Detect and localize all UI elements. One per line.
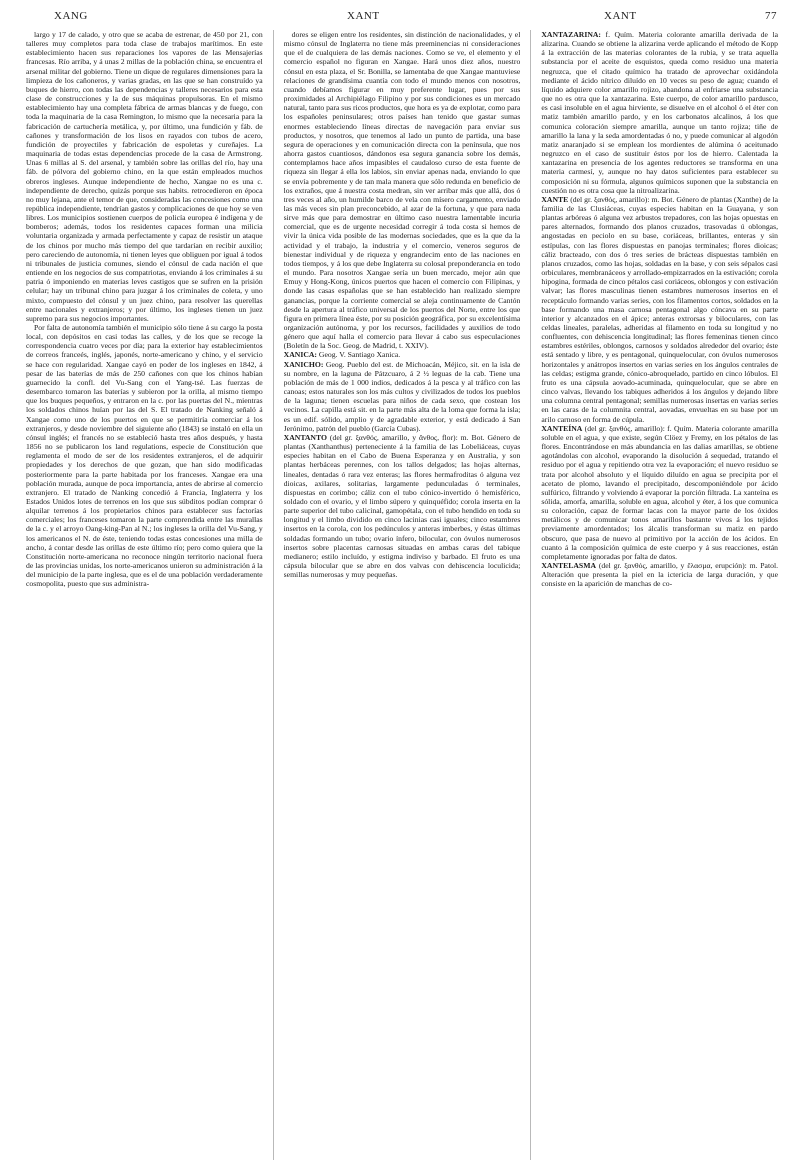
dictionary-entry: [284, 433, 521, 580]
column-right: [541, 30, 778, 1160]
page-number: 77: [765, 10, 777, 22]
dictionary-entry: [284, 360, 521, 433]
entry-definition: Geog. V. Santiago Xanica.: [316, 350, 401, 360]
column-left: [26, 30, 263, 1160]
entry-headword: XANTE: [541, 194, 569, 204]
entry-definition: (del gr. ξανθός, amarillo): m. Bot. Género de plantas (Xanthe) de la familia de las Clusiáceas, cuyas especies habitan en la Guayana, y son plantas arbóreas ó alguna vez arbustos trepadores, con las hojas opuestas en pares alternados, formando dos planos cruzados, trasovadas ú oblongas, angostadas en peciolo en su base, coriáceas, brillantes, enteras y sin estípulas, con las flores dispuestas en panojas terminales; flores dioicas; cáliz bracteado, con dos ó tres series de brácteas dispuestas también en planos cruzados, como las hojas, soldadas en la base, y con seis sépalos casi orbiculares, membranáceos y arrollado-empizarrados en la estivación; corola hipogina, formada de cinco pétalos casi coriáceos, oblongos y con estivación valvar; las flores masculinas tienen estambres numerosos insertos en el receptáculo formando varias series, con los filamentos cortos, soldados en la base formando una masa carnosa pentagonal algo cóncava en su parte interior y alcanzados en el ápice; anteras extrorsas y biloculares, con las celdas lineales, paralelas, adheridas al filamento en toda su longitud y no confluentes, con dehiscencia longitudinal; las flores femeninas tienen cinco estambres estériles, oblongos, carnosos y soldados alrededor del ovario; éste está sentado y libre, y es pentagonal, quinquelocular, con óvulos numerosos horizontales y anátropos insertos en varias series en los ángulos centrales de las celdas; estigma grande, cónico-abroquelado, partido en cinco lóbulos. El fruto es una cápsula aovado-acuminada, quinquelocular, que se abre en cinco valvas, llevando los tabiques adheridos á los ángulos y dejando libre una columna central pentagonal; semillas numerosas insertas en varias series en las caras de la columnita central, aovadas, envueltas en su base por un arilo carnoso en forma de cúpula.: [541, 194, 779, 424]
entry-headword: XANTEÍNA: [541, 423, 583, 433]
header-right-guideword: XANT: [604, 10, 637, 22]
dictionary-entry: [541, 424, 778, 561]
text-columns: [26, 30, 778, 1160]
body-paragraph: largo y 17 de calado, y otro que se acaba de estrenar, de 450 por 21, con talleres muy completos para toda clase de trabajos marítimos. En este establecimiento hacen sus reparaciones los vapores de las Mensajerías francesas. Río arriba, y á unas 2 millas de la población china, se encuentra el arsenal militar del gobierno. Tiene un dique de regulares dimensiones para la limpieza de los cañoneros, y varias gradas, en las que se han construído ya buques de hierro, con todas las dependencias y talleres necesarios para esta clase de construcciones y la de sus máquinas propulsoras. En el mismo establecimiento hay una completa fábrica de armas blancas y de fuego, con toda la maquinaria de la casa Remington, lo mismo que la necesaria para la fabricación de cartuchería metálica, y, por último, una fundición y fáb. de cañones y transformación de los lisos en rayados con tubos de acero, fundición de proyectiles y fabricación de espoletas y cureñajes. La maquinaria de todas estas dependencias procede de la casa de Armstrong. Unas 6 millas al S. del arsenal, y también sobre las orillas del río, hay una fáb. de pólvora del gobierno chino, en la que están empleados muchos obreros ingleses. Aunque independiente de hecho, Xangae no es una c. independiente de derecho, quizás porque sus habits. retrocedieron en época no muy lejana, ante el temor de que, consideradas las concesiones como una república independiente, tendrían gastos y complicaciones de que hoy se ven libres. Los municipios sostienen cuerpos de policía europea é indígena y de bomberos; además, todos los residentes capaces forman una milicia voluntaria organizada y armada perfectamente y capaz de resistir un ataque de los chinos por mucho más tiempo del que tardarían en recibir auxilio; pero careciendo de autonomía, ni tienen leyes que obliguen por igual á todos ni tribunales de justicia comunes, siendo el cónsul de cada nación el que entiende en los negocios de sus compatriotas, enviando á los criminales á su patria ó imponiendo en materias leves castigos que se sufren en la prisión celular; hay un tribunal chino para juzgar á los criminales de coleta, y uno mixto, compuesto del cónsul y un juez chino, para resolver las querellas entre nacionales y extranjeros; y por último, los ingleses tienen un juez supremo para sus negocios importantes.: [26, 30, 263, 323]
entry-definition: f. Quím. Materia colorante amarilla derivada de la alizarina. Cuando se obtiene la alizarina verde aplicando el método de Kopp á la extracción de las materias colorantes de la rubia, y se trata aquella substancia por el aceite de esquistos, queda como residuo una materia negruzca, que el citado químico ha tratado de aprovechar oxidándola mediante el ácido nítrico diluído en 10 veces su peso de agua; cuando el líquido adquiere color amarillo rojizo, abandona al enfriarse una substancia que no es otra que la xantazarina. Este cuerpo, de color amarillo pardusco, es casi insoluble en el agua hirviente, se disuelve en el alcohol ó el éter con matiz también amarillo pardo, y en los carbonatos alcalinos, á los que comunica coloración siempre amarilla, aunque un tanto rojiza; tiñe de amarillo la lana y la seda amordentadas ó no, y puede comunicar al algodón matiz anaranjado si se emplean los mordientes de alúmina ó aceitunado negruzco en el caso de sustituir éstos por los de hierro. Calentada la xantazarina en presencia de los agentes reductores se transforma en una materia carmesí, y, aunque no hay datos suficientes para establecer su composición ni su fórmula, algunos químicos suponen que la substancia en cuestión no es otra cosa que la nitroalizarina.: [541, 30, 779, 195]
column-divider: [530, 30, 531, 1160]
header-left-guideword: XANG: [54, 10, 88, 22]
column-middle: [284, 30, 521, 1160]
running-header: [24, 10, 777, 28]
dictionary-entry: [541, 561, 778, 588]
body-paragraph: Por falta de autonomía también el municipio sólo tiene á su cargo la posta local, con depósitos en casi todas las calles, y de los que se recoge la correspondencia cuatro veces por día; para la exterior hay establecimientos de correos franceés, inglés, japonés, norte-americano y chino, y el servicio se hace con regularidad. Xangae cayó en poder de los ingleses en 1842, á pesar de las baterías de más de 250 cañones con que los chinos habían guarnecido la confl. del Vu-Sang con el Yang-tsé. Las fuerzas de desembarco tomaron las baterías y subieron por la orilla, al mismo tiempo que los buques pequeños, y entraron en la c. por las puertas del N., mientras los soldados chinos huían por las del S. El tratado de Nanking señaló á Xangae como uno de los puertos en que se permitiría comerciar á los extranjeros, y desde noviembre del siguiente año (1843) se instaló en ella un cónsul inglés; el francés no se estableció hasta tres años después, y hasta 1856 no se publicaron los land regulations, especie de Constitución que reglamenta el modo de ser de los residentes extranjeros, el de adquirir propiedades y los derechos de que gozan, que han sido modificadas posteriormente para la parte habitada por los franceses. Xangae era una población murada, aunque de poca importancia, antes de abrirse al comercio extranjero. El tratado de Nanking concedió á Francia, Inglaterra y los Estados Unidos lotes de terrenos en los que sus súbditos podían comprar ó alquilar terrenos á los propietarios chinos para establecer sus factorías comerciales; los franceses tomaron la parte comprendida entre las murallas de la c. y el arroyo Oang-king-Pan al N.; los ingleses la orilla del Vu-Sang, y los americanos el N. de éste, teniendo todas estas concesiones una milla de ancho, á contar desde las orillas de este último río; pero como quiera que la Constitución norte-americana no reconoce ningún territorio nacional fuera de las provincias unidas, los norte-americanos unieron su administración á la del municipio de la parte inglesa, que es el de una población verdaderamente cosmopolita, puesto que sus administra-: [26, 323, 263, 589]
dictionary-entry: [541, 195, 778, 424]
column-divider: [273, 30, 274, 1160]
body-paragraph: dores se eligen entre los residentes, sin distinción de nacionalidades, y el mismo cónsul de Inglaterra no tiene más preeminencias ni consideraciones que el de cualquiera de las demás naciones. Como se ve, el elemento y el comercio español no figuran en Xangae. Hará unos diez años, nuestro cónsul en esta plaza, el Sr. Bonilla, se lamentaba de que Xangae mantuviese relaciones de grandísima cuantía con todo el mundo menos con nosotros, cuando debíamos figurar en muy preferente lugar, pues por sus proximidades al Archipiélago Filipino y por sus condiciones es un mercado natural, tanto para sus ricos productos, que hora es ya de explotar, como para los españoles peninsulares; otros países han tenido que gastar sumas enormes estableciendo líneas directas de navegación para enviar sus productos, y nosotros, que tenemos al lado un punto de partida, una base segura de operaciones y en comunicación directa con la península, que nos ahorra gastos cuantiosos, dándonos esa segura ganancia sobre los demás, contemplamos hace años impasibles el caudaloso curso de esta fuente de riqueza sin llegar á ella los labios, sin enviar apenas nada, enviando lo que se envía pobremente y de tan mala manera que sólo redunda en beneficio de los extraños, que á nuestra costa medran, sin ver arribar más que allá, dos ó tres veces al año, un humilde barco de vela con mísero cargamento, enviado las más veces sin plan preconcebido, al azar de la fortuna, y que para nada sirve más que para demostrar en último caso nuestra lamentable incuria comercial, que es de urgente necesidad corregir á toda costa si hemos de vivir la única vida posible de las modernas sociedades, que es la que da la actividad y el trabajo, la industria y el comercio, veneros seguros de bienestar individual y de riqueza y engrandecim ento de las naciones en todos tiempos, y á los que debe Inglaterra su colosal preponderancia en todo el mundo. Para nosotros Xangae sería un buen mercado, mejor aún que Emuy y Hong-Kong, únicos puertos que hacen el comercio con Filipinas, y donde las casas españolas que se han establecido han realizado siempre ganancias, porque la corriente comercial se aleja continuamente de Cantón desde la apertura al tráfico universal de los puertos del Norte, entre los que figura en primera línea éste, por su posición geográfica, por su excelentísima organización autónoma, y por los recursos, facilidades y auxilios de todo género que aquí halla el comercio para llevar á cabo sus especulaciones (Boletín de la Soc. Geog. de Madrid, t. XXIV).: [283, 30, 521, 351]
entry-definition: Geog. Pueblo del est. de Michoacán, Méjico, sit. en la isla de su nombre, en la laguna de Pátzcuaro, á 2 ½ leguas de la cab. Tiene una población de más de 1 000 indios, dedicados á la pesca y al tráfico con las canoas; estos naturales son los más cultos y civilizados de todos los pueblos de la laguna; tienen escuelas para niños de cada sexo, que costean los vecinos. La capilla está sit. en la parte más alta de la loma que forma la isla; es un edif. sólido, amplio y de agradable exterior, y está dedicado á San Jerónimo, patrón del pueblo (García Cubas).: [283, 359, 521, 433]
entry-headword: XANICHO:: [283, 359, 324, 369]
entry-definition: (del gr. ξανθός, amarillo, y ἄνθος, flor): m. Bot. Género de plantas (Xanthanthus) perteneciente á la familia de las Lobeliáceas, cuyas especies habitan en el Cabo de Buena Esperanza y en Australia, y son plantas herbáceas perennes, con los tallos delgados; las hojas alternas, lineales, dentadas ó rara vez enteras; las flores hermafroditas ó alguna vez dioicas, axilares, solitarias, largamente pedunculadas ó terminales, dispuestas en corimbo; cáliz con el tubo cónico-invertido ó hemisférico, soldado con el ovario, y el limbo súpero y quinquéfido; corola inserta en la parte superior del tubo calicinal, gamopétala, con el tubo hendido en toda su longitud y el limbo dividido en cinco lacinias casi iguales; cinco estambres insertos en la corola, con los pedúnculos y anteras imberbes, y éstas últimas soldadas formando un tubo; ovario ínfero, bilocular, con óvulos numerosos insertos sobre placentas carnosas situadas en ambas caras del tabique medianero; estilo incluído, y estigma indiviso y barbado. El fruto es una cápsula bilocular que se abre en dos valvas con dehiscencia loculicida; semillas numerosas y muy pequeñas.: [283, 432, 521, 580]
entry-definition: (del gr. ξανθός, amarillo): f. Quím. Materia colorante amarilla soluble en el agua, y que existe, según Clöez y Fremy, en los pétalos de las flores. Encontrándose en más abundancia en las dalias amarillas, se obtiene agotándolas con alcohol, evaporando la disolución á sequedad, tratando el residuo por el agua y repitiendo otra vez la evaporación; el nuevo residuo se trata por alcohol absoluto y el líquido diluído en agua se precipita por el acetato de plomo, lavando el precipitado, descomponiéndole por ácido sulfúrico, filtrando y volviendo á evaporar la porción filtrada. La xanteína es sólida, amorfa, amarilla, soluble en agua, alcohol y éter, á los que comunica su coloración, capaz de formar lacas con la mayor parte de los óxidos metálicos y de comunicar tonos amarillos bastante vivos á los tejidos previamente amordentados; los álcalis transforman su matiz en pardo obscuro, que pasa de nuevo al primitivo por la acción de los ácidos. En cuanto á la composición química de este cuerpo y á sus reacciones, están completamente ignoradas por falta de datos.: [541, 423, 779, 561]
header-middle-guideword: XANT: [347, 10, 380, 22]
entry-headword: XANTELASMA: [541, 561, 597, 571]
entry-definition: (del gr. ξανθός, amarillo, y ἔλασμα, erupción): m. Patol. Alteración que presenta la piel en la ictericia de larga duración, y que consiste en la aparición de manchas de co-: [541, 561, 779, 589]
entry-headword: XANTANTO: [283, 432, 327, 442]
dictionary-entry: [284, 350, 521, 359]
dictionary-entry: [541, 30, 778, 195]
entry-headword: XANTAZARINA:: [541, 30, 601, 39]
entry-headword: XANICA:: [283, 350, 317, 360]
